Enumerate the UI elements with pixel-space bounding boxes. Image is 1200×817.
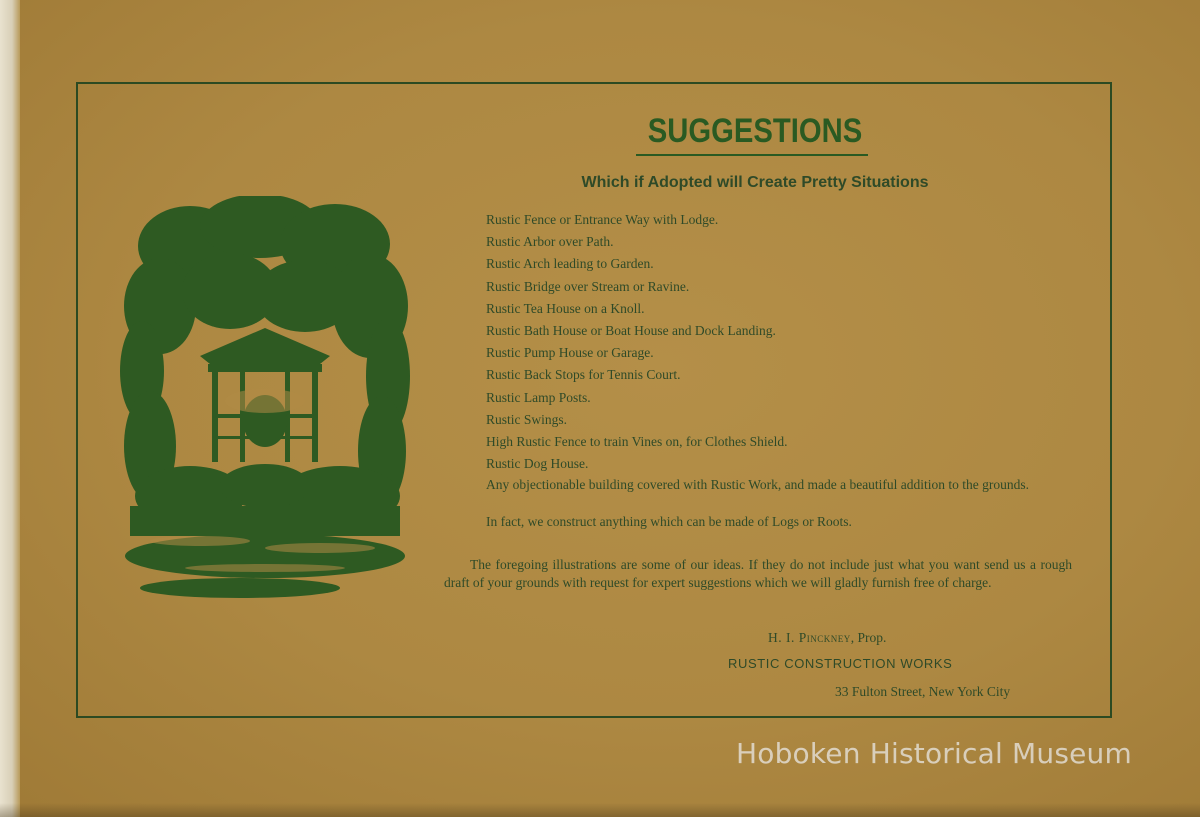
page-subtitle: Which if Adopted will Create Pretty Situations: [581, 174, 929, 191]
booklet-spine: [0, 0, 20, 817]
list-item: Rustic Pump House or Garage.: [486, 345, 654, 361]
list-item: Rustic Arbor over Path.: [486, 234, 614, 250]
list-item: Rustic Swings.: [486, 411, 568, 427]
page-edge-shadow: [0, 803, 1200, 817]
company-address: 33 Fulton Street, New York City: [835, 684, 1011, 699]
list-item: High Rustic Fence to train Vines on, for Clothes Shield.: [486, 433, 788, 449]
list-item: Rustic Lamp Posts.: [486, 389, 591, 405]
page-title: SUGGESTIONS: [647, 112, 863, 150]
proprietor-title: , Prop.: [850, 630, 887, 645]
list-item: Any objectionable building covered with Rustic Work, and made a beautiful addition to the grounds.: [486, 477, 1030, 493]
company-name: RUSTIC CONSTRUCTION WORKS: [728, 656, 953, 671]
list-item: Rustic Dog House.: [486, 456, 589, 472]
list-item: Rustic Arch leading to Garden.: [486, 256, 654, 272]
closing-paragraph: The foregoing illustrations are some of our ideas. If they do not include just what you want send us a rough draft of your grounds with request for expert suggestions which we will gladly furnish free of charge.: [444, 557, 1072, 590]
title-underline: [636, 154, 868, 156]
list-item: Rustic Back Stops for Tennis Court.: [486, 367, 681, 383]
list-item: Rustic Bridge over Stream or Ravine.: [486, 278, 690, 294]
museum-watermark: Hoboken Historical Museum: [736, 737, 1132, 770]
list-item: Rustic Bath House or Boat House and Dock Landing.: [486, 322, 776, 338]
list-item: In fact, we construct anything which can be made of Logs or Roots.: [486, 514, 852, 530]
proprietor-name: H. I. Pinckney: [768, 630, 851, 645]
list-item: Rustic Fence or Entrance Way with Lodge.: [486, 212, 719, 227]
gazebo-illustration: [120, 196, 410, 602]
proprietor-signature: [768, 630, 886, 646]
list-item: Rustic Tea House on a Knoll.: [486, 300, 645, 316]
suggestions-list: [486, 211, 1086, 535]
